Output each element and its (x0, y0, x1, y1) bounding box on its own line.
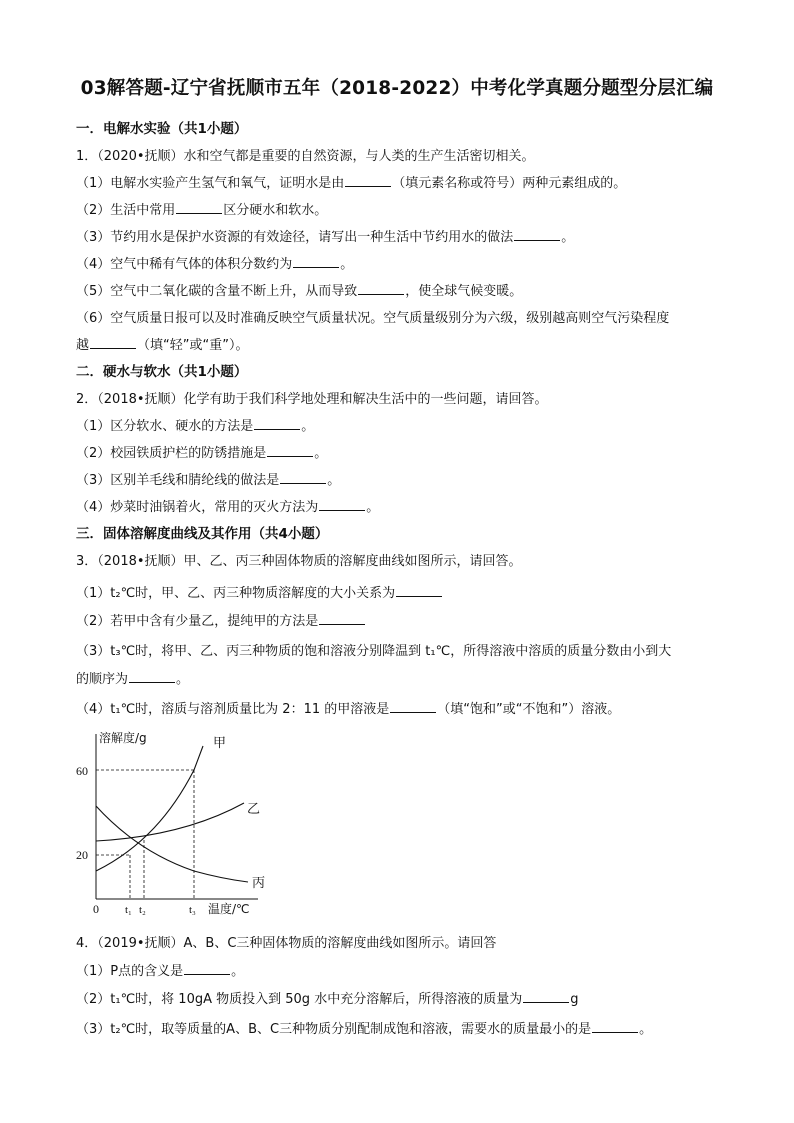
answer-blank[interactable] (592, 1020, 638, 1033)
y-tick-label: 20 (76, 848, 88, 862)
answer-blank[interactable] (523, 990, 569, 1003)
question-1-part-5: （5）空气中二氧化碳的含量不断上升，从而导致 ，使全球气候变暖。 (76, 284, 523, 299)
question-4-part-1: （1）P点的含义是 。 (76, 964, 245, 979)
section-heading-1: 一．电解水实验（共1小题） (76, 121, 248, 137)
y-axis-label: 溶解度/g (99, 731, 147, 745)
question-3-stem: 3．（2018•抚顺）甲、乙、丙三种固体物质的溶解度曲线如图所示，请回答。 (76, 554, 522, 569)
answer-blank[interactable] (345, 174, 391, 187)
x-tick-label: t₁ (125, 904, 132, 916)
question-1-part-6: （6）空气质量日报可以及时准确反映空气质量状况。空气质量级别分为六级，级别越高则空气污染程度 (76, 311, 670, 326)
answer-blank[interactable] (184, 962, 230, 975)
question-3-part-1: （1）t₂℃时，甲、乙、丙三种物质溶解度的大小关系为 (76, 582, 443, 601)
answer-blank[interactable] (396, 584, 442, 597)
solubility-curve-chart (72, 728, 272, 924)
curve-jia (96, 746, 203, 871)
question-4-part-2: （2）t₁℃时，将 10gA 物质投入到 50g 水中充分溶解后，所得溶液的质量为 g (76, 992, 579, 1007)
question-2-stem: 2．（2018•抚顺）化学有助于我们科学地处理和解决生活中的一些问题，请回答。 (76, 392, 548, 407)
question-3-part-3: （3）t₃℃时，将甲、乙、丙三种物质的饱和溶液分别降温到 t₁℃，所得溶液中溶质的质量分数由小到大 (76, 644, 672, 659)
question-2-part-1: （1）区分软水、硬水的方法是 。 (76, 419, 315, 434)
x-axis-label: 温度/℃ (208, 902, 250, 916)
answer-blank[interactable] (176, 201, 222, 214)
question-4-part-3: （3）t₂℃时，取等质量的A、B、C三种物质分别配制成饱和溶液，需要水的质量最小的是 。 (76, 1022, 653, 1037)
curve-label-yi: 乙 (247, 802, 261, 817)
answer-blank[interactable] (319, 498, 365, 511)
question-1-part-6-cont: 越 （填“轻”或“重”）。 (76, 338, 249, 353)
y-tick-label: 60 (76, 764, 88, 778)
question-2-part-3: （3）区别羊毛线和腈纶线的做法是 。 (76, 473, 341, 488)
question-1-part-4: （4）空气中稀有气体的体积分数约为 。 (76, 257, 354, 272)
question-1-part-2: （2）生活中常用 区分硬水和软水。 (76, 203, 328, 218)
answer-blank[interactable] (390, 700, 436, 713)
question-3-part-3-cont: 的顺序为 。 (76, 672, 190, 687)
question-2-part-4: （4）炒菜时油锅着火，常用的灭火方法为 。 (76, 500, 380, 515)
question-1-part-3: （3）节约用水是保护水资源的有效途径，请写出一种生活中节约用水的做法 。 (76, 230, 575, 245)
answer-blank[interactable] (129, 670, 175, 683)
page-title: 03解答题-辽宁省抚顺市五年（2018-2022）中考化学真题分题型分层汇编 (80, 78, 714, 99)
question-1-part-1: （1）电解水实验产生氢气和氧气，证明水是由 （填元素名称或符号）两种元素组成的。 (76, 176, 627, 191)
curve-bing (96, 806, 248, 882)
x-tick-label: t₂ (139, 904, 146, 916)
answer-blank[interactable] (254, 417, 300, 430)
section-heading-3: 三．固体溶解度曲线及其作用（共4小题） (76, 526, 329, 542)
answer-blank[interactable] (267, 444, 313, 457)
answer-blank[interactable] (293, 255, 339, 268)
question-3-part-4: （4）t₁℃时，溶质与溶剂质量比为 2：11 的甲溶液是 （填“饱和”或“不饱和”）溶液。 (76, 702, 621, 717)
origin-label: 0 (93, 902, 99, 916)
question-1-stem: 1．（2020•抚顺）水和空气都是重要的自然资源，与人类的生产生活密切相关。 (76, 149, 535, 164)
curve-label-bing: 丙 (252, 876, 266, 891)
question-4-stem: 4．（2019•抚顺）A、B、C三种固体物质的溶解度曲线如图所示。请回答 (76, 936, 497, 951)
curve-label-jia: 甲 (213, 736, 227, 751)
answer-blank[interactable] (358, 282, 404, 295)
x-tick-label: t₃ (189, 904, 196, 916)
answer-blank[interactable] (280, 471, 326, 484)
question-2-part-2: （2）校园铁质护栏的防锈措施是 。 (76, 446, 328, 461)
answer-blank[interactable] (319, 612, 365, 625)
question-3-part-2: （2）若甲中含有少量乙，提纯甲的方法是 (76, 610, 366, 629)
answer-blank[interactable] (90, 336, 136, 349)
answer-blank[interactable] (514, 228, 560, 241)
section-heading-2: 二．硬水与软水（共1小题） (76, 364, 248, 380)
